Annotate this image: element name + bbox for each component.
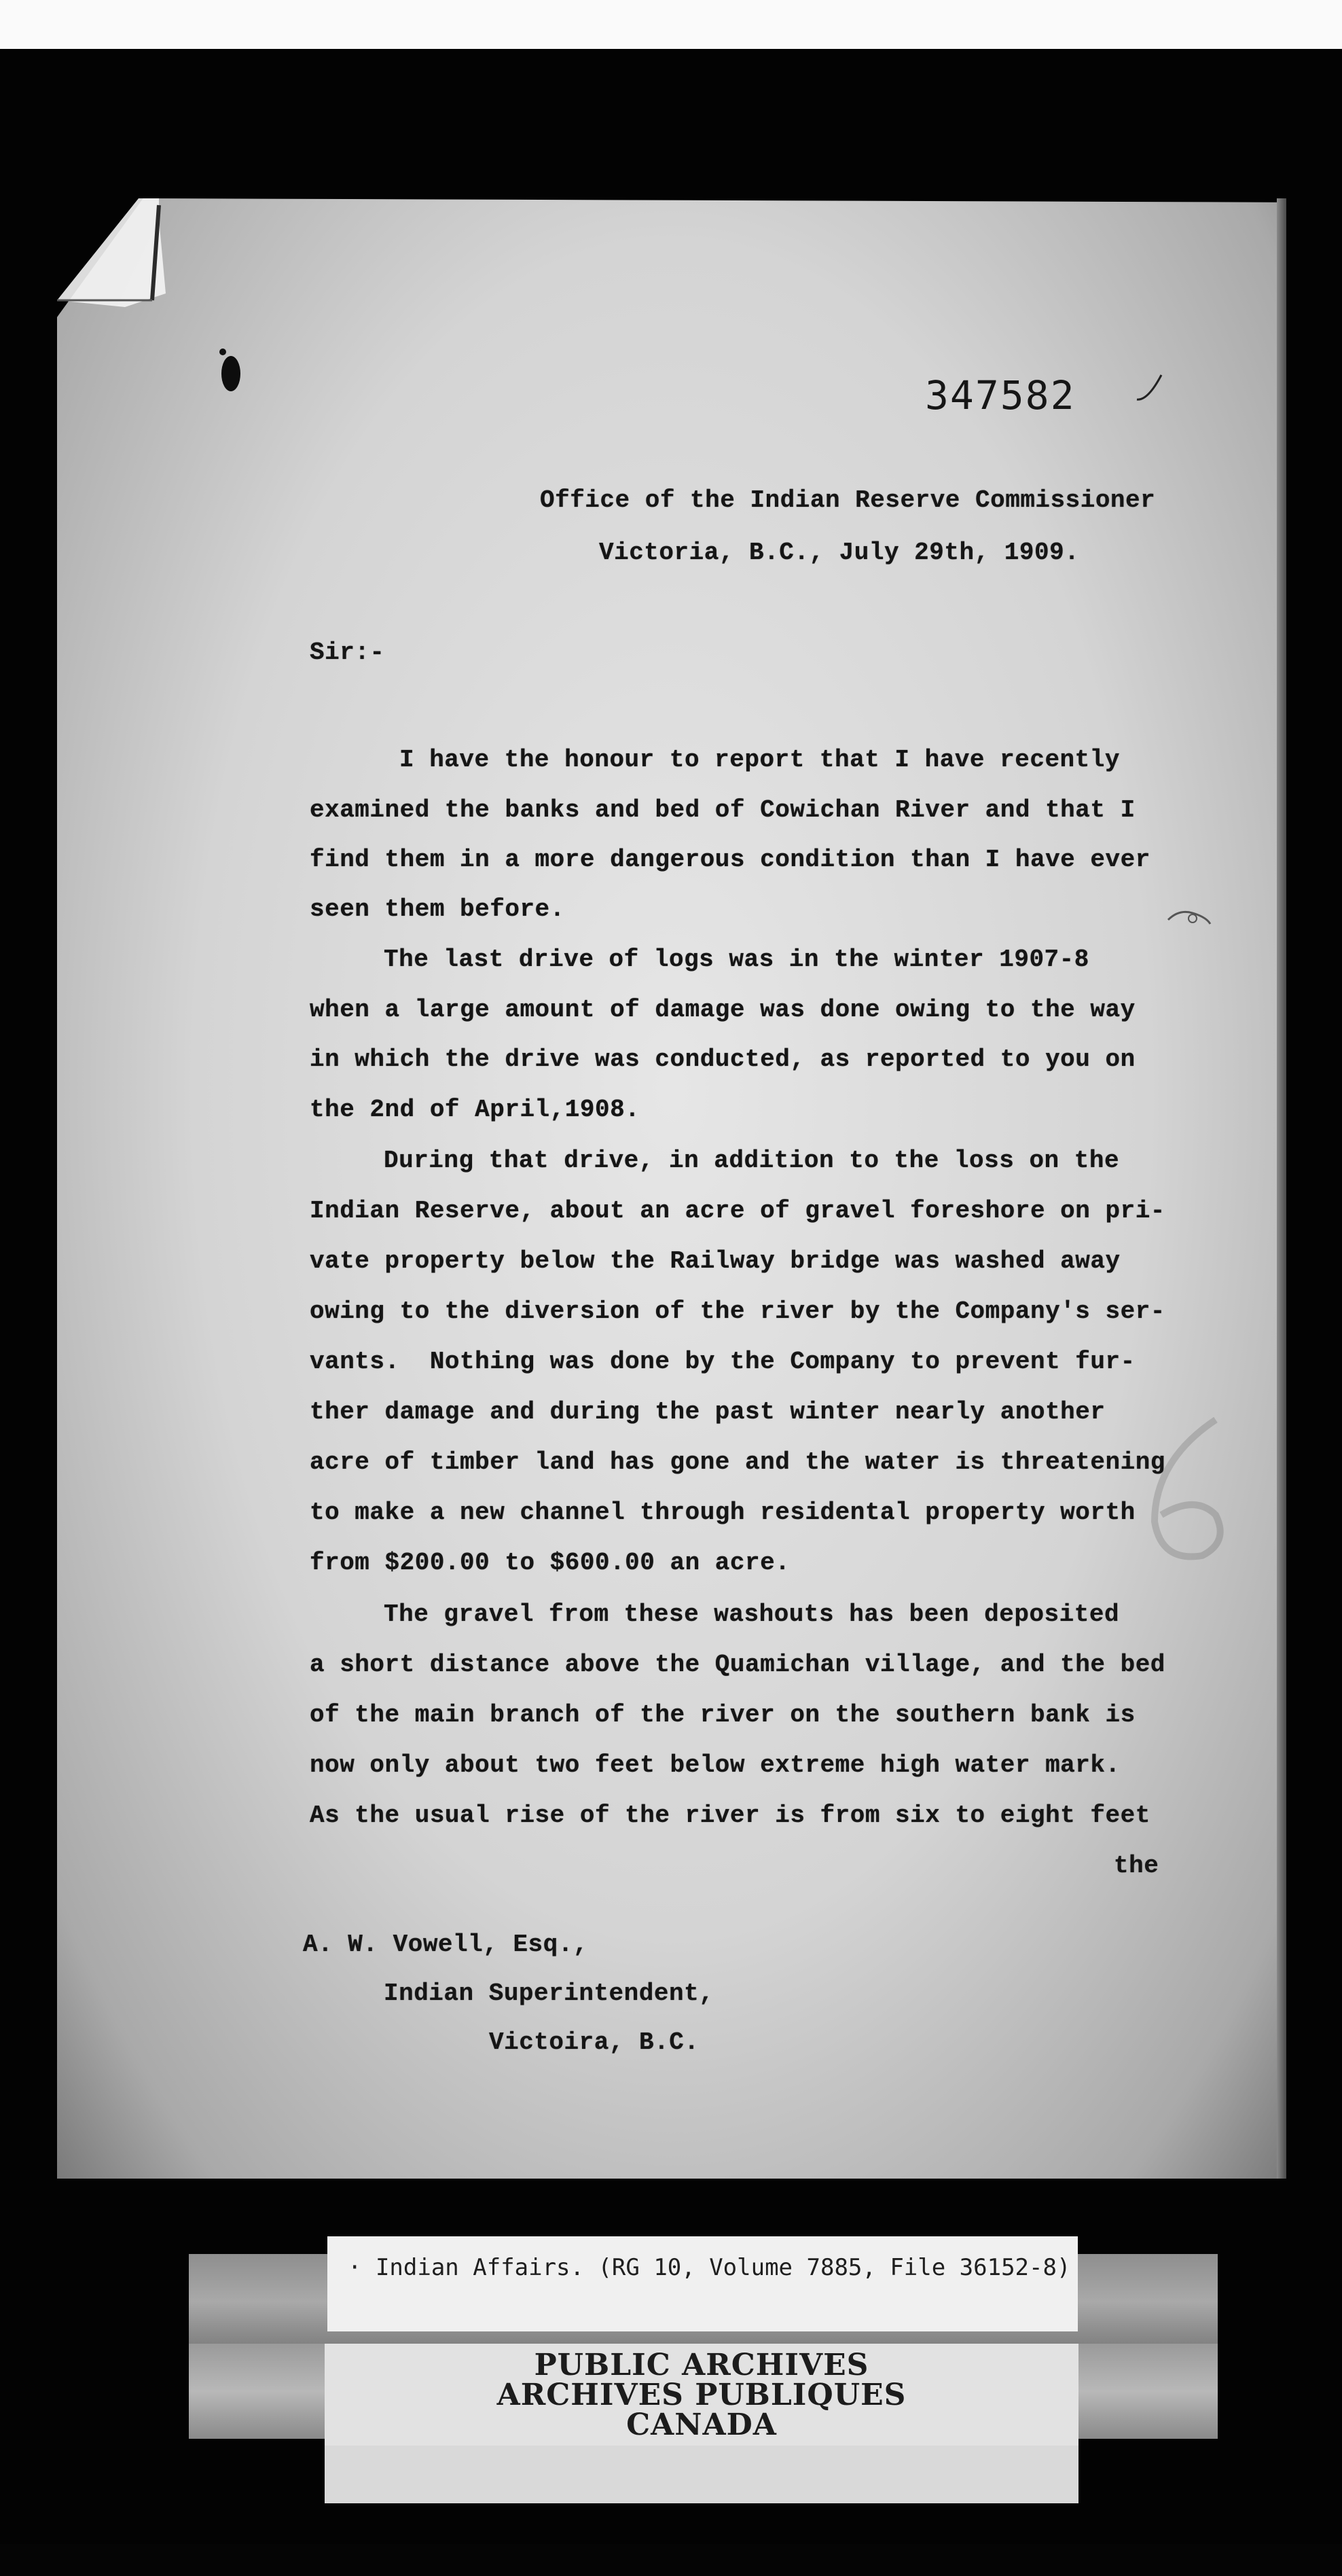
body-line: from $200.00 to $600.00 an acre. xyxy=(310,1549,791,1577)
body-line: acre of timber land has gone and the water is threatening xyxy=(310,1448,1165,1476)
body-line: a short distance above the Quamichan village, and the bed xyxy=(310,1651,1165,1679)
page-edge xyxy=(1277,198,1286,2179)
archive-stamp-base xyxy=(325,2446,1078,2503)
addressee-title: Indian Superintendent, xyxy=(384,1980,714,2007)
body-line: ther damage and during the past winter nearly another xyxy=(310,1398,1106,1426)
body-line: find them in a more dangerous condition than I have ever xyxy=(310,846,1150,874)
body-line: seen them before. xyxy=(310,895,565,923)
body-line: The last drive of logs was in the winter 1907-8 xyxy=(384,946,1089,973)
body-line: I have the honour to report that I have recently xyxy=(399,746,1120,774)
top-border-strip xyxy=(0,0,1342,49)
body-line: The gravel from these washouts has been deposited xyxy=(384,1600,1120,1628)
body-line: in which the drive was conducted, as reported to you on xyxy=(310,1045,1136,1073)
body-line: During that drive, in addition to the loss on the xyxy=(384,1147,1120,1175)
archive-caption: · Indian Affairs. (RG 10, Volume 7885, File 36152-8) xyxy=(348,2254,1071,2281)
body-line: examined the banks and bed of Cowichan River and that I xyxy=(310,796,1136,824)
check-mark-icon xyxy=(1136,372,1163,406)
salutation: Sir:- xyxy=(310,639,385,666)
stamp-line-public-archives: PUBLIC ARCHIVES xyxy=(534,2348,869,2382)
body-line: now only about two feet below extreme high water mark. xyxy=(310,1751,1121,1779)
body-line: As the usual rise of the river is from six to eight feet xyxy=(310,1802,1150,1829)
body-line: of the main branch of the river on the southern bank is xyxy=(310,1701,1136,1729)
faint-handwritten-number xyxy=(1114,1406,1250,1576)
stamp-line-archives-publiques: ARCHIVES PUBLIQUES xyxy=(496,2378,907,2412)
body-line: the 2nd of April,1908. xyxy=(310,1096,640,1124)
paper-clip-mark-icon xyxy=(1165,904,1213,931)
body-line: to make a new channel through residental property worth xyxy=(310,1499,1136,1526)
bottom-border xyxy=(0,2544,1342,2576)
header-date: Victoria, B.C., July 29th, 1909. xyxy=(599,539,1080,567)
body-line: vate property below the Railway bridge was washed away xyxy=(310,1247,1121,1275)
archive-caption-card xyxy=(327,2236,1078,2331)
body-line: Indian Reserve, about an acre of gravel foreshore on pri- xyxy=(310,1197,1165,1225)
body-line: when a large amount of damage was done owing to the way xyxy=(310,996,1136,1024)
binding-hole-mark xyxy=(216,346,246,394)
catchword: the xyxy=(1114,1852,1159,1880)
file-number: 347582 xyxy=(925,372,1076,418)
body-line: owing to the diversion of the river by the Company's ser- xyxy=(310,1298,1165,1325)
addressee-place: Victoira, B.C. xyxy=(489,2028,700,2056)
addressee-name: A. W. Vowell, Esq., xyxy=(303,1931,588,1958)
header-office: Office of the Indian Reserve Commissioner xyxy=(540,486,1156,514)
body-line: vants. Nothing was done by the Company to prevent fur- xyxy=(310,1348,1136,1376)
stamp-line-canada: CANADA xyxy=(626,2408,777,2442)
